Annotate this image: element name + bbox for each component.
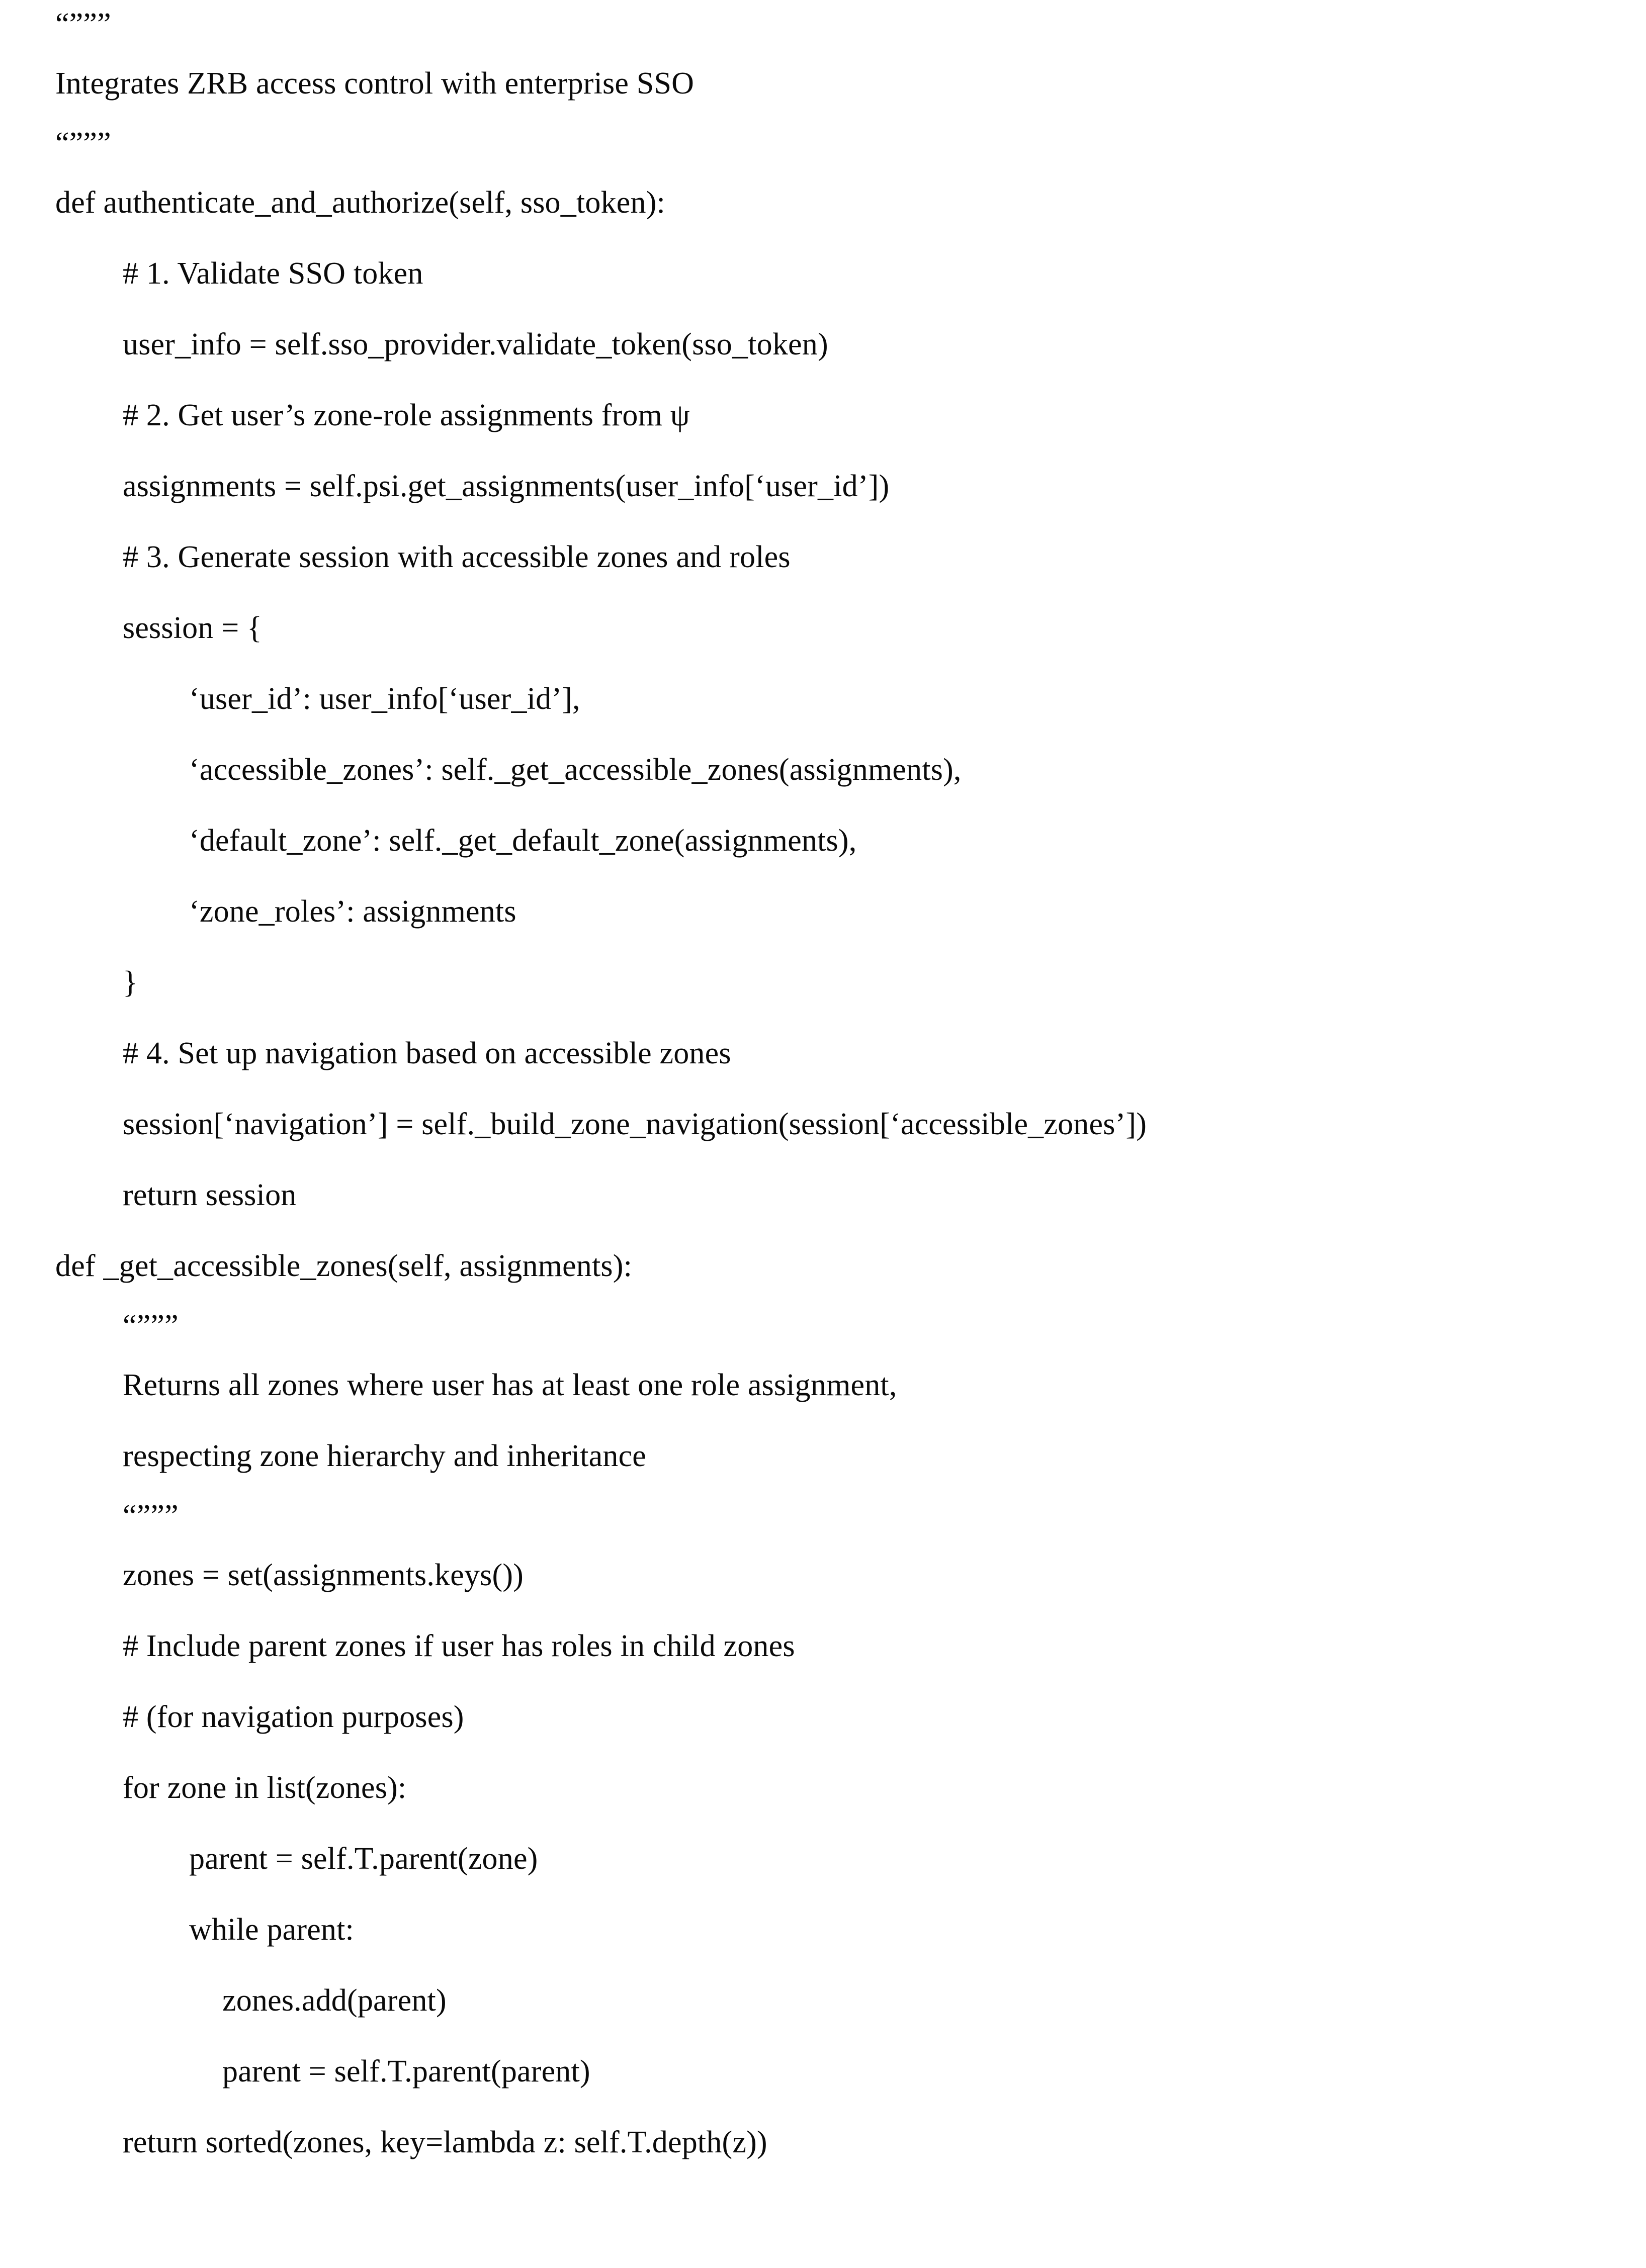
code-line-22: “””” xyxy=(123,1499,179,1533)
code-line-8: # 3. Generate session with accessible zones and roles xyxy=(123,540,791,574)
code-line-20: Returns all zones where user has at least one role assignment, xyxy=(123,1368,897,1402)
code-line-12: ‘default_zone’: self._get_default_zone(assignments), xyxy=(189,824,857,858)
code-line-16: session[‘navigation’] = self._build_zone_navigation(session[‘accessible_zones’]) xyxy=(123,1107,1147,1141)
code-line-21: respecting zone hierarchy and inheritance xyxy=(123,1439,647,1473)
code-line-5: user_info = self.sso_provider.validate_token(sso_token) xyxy=(123,327,828,361)
code-line-15: # 4. Set up navigation based on accessible zones xyxy=(123,1036,731,1070)
code-line-19: “””” xyxy=(123,1309,179,1343)
code-line-7: assignments = self.psi.get_assignments(user_info[‘user_id’]) xyxy=(123,469,890,503)
code-line-26: for zone in list(zones): xyxy=(123,1771,407,1805)
code-line-25: # (for navigation purposes) xyxy=(123,1700,464,1734)
code-line-3: def authenticate_and_authorize(self, sso_token): xyxy=(55,186,665,220)
code-line-30: parent = self.T.parent(parent) xyxy=(222,2054,590,2089)
code-line-17: return session xyxy=(123,1178,297,1212)
code-line-11: ‘accessible_zones’: self._get_accessible_zones(assignments), xyxy=(189,753,962,787)
code-line-18: def _get_accessible_zones(self, assignments): xyxy=(55,1249,633,1283)
code-line-10: ‘user_id’: user_info[‘user_id’], xyxy=(189,682,580,716)
code-line-23: zones = set(assignments.keys()) xyxy=(123,1558,524,1592)
code-line-13: ‘zone_roles’: assignments xyxy=(189,894,516,929)
code-line-27: parent = self.T.parent(zone) xyxy=(189,1842,538,1876)
code-line-14: } xyxy=(123,965,138,1000)
code-line-31: return sorted(zones, key=lambda z: self.T.depth(z)) xyxy=(123,2125,767,2159)
code-line-0: “””” xyxy=(55,7,111,41)
code-line-9: session = { xyxy=(123,611,263,645)
code-line-29: zones.add(parent) xyxy=(222,1983,447,2018)
code-line-2: “””” xyxy=(55,126,111,160)
code-line-24: # Include parent zones if user has roles in child zones xyxy=(123,1629,795,1663)
code-line-28: while parent: xyxy=(189,1913,354,1947)
code-line-4: # 1. Validate SSO token xyxy=(123,256,423,291)
code-line-6: # 2. Get user’s zone-role assignments from ψ xyxy=(123,398,690,432)
code-line-1: Integrates ZRB access control with enterprise SSO xyxy=(55,66,695,101)
